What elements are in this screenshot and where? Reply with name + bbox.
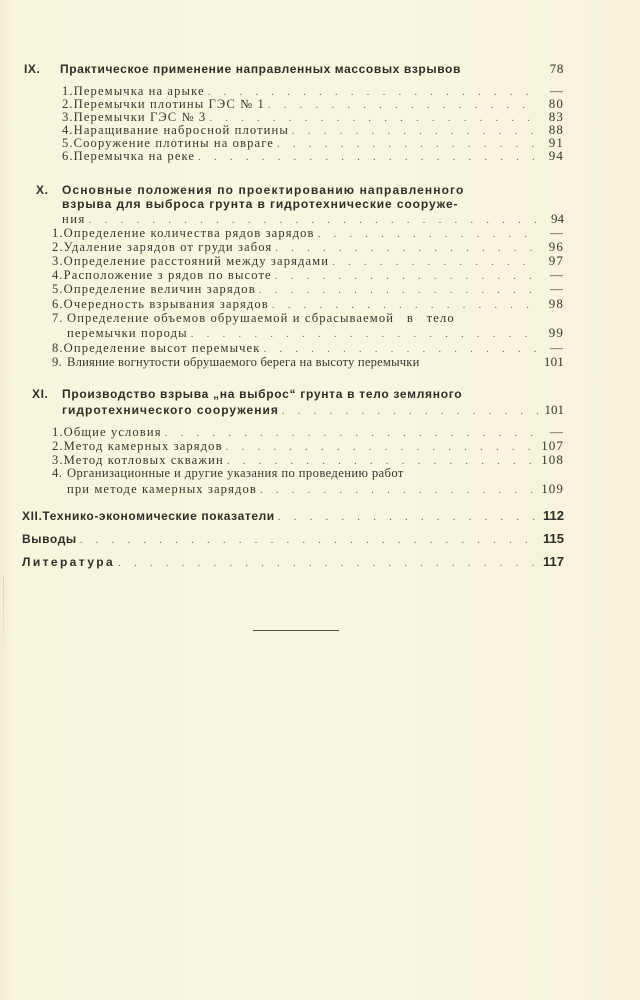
item-title: Перемычка на реке bbox=[73, 149, 196, 163]
page-number: 88 bbox=[548, 122, 564, 137]
page-number: 94 bbox=[551, 211, 564, 226]
page-number: — bbox=[549, 225, 564, 240]
page-number: 101 bbox=[544, 402, 564, 417]
leader-dots bbox=[260, 484, 538, 497]
page-number: 83 bbox=[548, 109, 564, 124]
toc-item-line-2 bbox=[67, 482, 564, 497]
leader-dots bbox=[198, 151, 538, 164]
item-number: 4. bbox=[52, 268, 64, 282]
item-number: 5. bbox=[62, 136, 74, 150]
toc-chapter-xii bbox=[22, 509, 564, 524]
toc-chapter-xi bbox=[62, 403, 564, 418]
page-number: 117 bbox=[543, 554, 564, 569]
item-title: Сооружение плотины на овраге bbox=[73, 136, 274, 150]
page-number: 115 bbox=[543, 531, 564, 546]
toc-item bbox=[52, 439, 564, 454]
chapter-numeral: IX. bbox=[24, 62, 41, 76]
toc-item bbox=[52, 254, 564, 269]
toc-item bbox=[52, 226, 564, 241]
toc-literature bbox=[22, 555, 564, 570]
item-title: Метод котловых скважин bbox=[63, 453, 224, 467]
item-number: 3. bbox=[62, 110, 74, 124]
page-number: — bbox=[549, 267, 564, 282]
page-number: 98 bbox=[548, 296, 564, 311]
toc-conclusions bbox=[22, 532, 564, 547]
item-title: Определение высот перемычек bbox=[63, 341, 261, 355]
item-title: Метод камерных зарядов bbox=[63, 439, 223, 453]
item-number: 2. bbox=[52, 240, 64, 254]
item-number: 1. bbox=[62, 84, 74, 98]
item-number: 9. bbox=[52, 355, 62, 369]
toc-item bbox=[52, 425, 564, 440]
item-number: 6. bbox=[62, 149, 74, 163]
item-title: Наращивание набросной плотины bbox=[73, 123, 289, 137]
page-number: 99 bbox=[548, 325, 564, 340]
page-number: 80 bbox=[548, 96, 564, 111]
literature-title: Литература bbox=[22, 555, 116, 569]
item-title: Влияние вогнутости обрушаемого берега на высоту перемычки bbox=[67, 355, 420, 369]
item-number: 3. bbox=[52, 453, 64, 467]
page-number: 101 bbox=[543, 354, 564, 369]
leader-dots bbox=[282, 405, 538, 418]
toc-item bbox=[52, 297, 564, 312]
item-number: 7. bbox=[52, 311, 64, 325]
page-number: 108 bbox=[541, 452, 564, 467]
item-title: Общие условия bbox=[63, 425, 162, 439]
item-title: Расположение з рядов по высоте bbox=[63, 268, 272, 282]
page-number: — bbox=[549, 83, 564, 98]
chapter-title: Практическое применение направленных массовых взрывов bbox=[60, 62, 461, 76]
page-number: — bbox=[549, 281, 564, 296]
toc-item bbox=[52, 240, 564, 255]
item-title: Очередность взрывания зарядов bbox=[63, 297, 269, 311]
chapter-title-line-2: взрыва для выброса грунта в гидротехнические сооруже- bbox=[62, 197, 459, 211]
item-title-cont: при методе камерных зарядов bbox=[67, 482, 257, 496]
item-number: 1. bbox=[52, 425, 64, 439]
leader-dots bbox=[80, 534, 538, 547]
item-title: Перемычки плотины ГЭС № 1 bbox=[73, 97, 265, 111]
toc-chapter-x bbox=[62, 212, 564, 227]
item-title: Удаление зарядов от груди забоя bbox=[63, 240, 273, 254]
page-number: — bbox=[549, 424, 564, 439]
leader-dots bbox=[118, 557, 538, 570]
item-number: 4. bbox=[62, 123, 74, 137]
item-number: 5. bbox=[52, 282, 64, 296]
chapter-title-line-1: Основные положения по проектированию направленного bbox=[62, 183, 465, 197]
item-title: Определение количества рядов зарядов bbox=[63, 226, 315, 240]
toc-item-line-1 bbox=[52, 467, 564, 480]
page-number: — bbox=[549, 340, 564, 355]
item-number: 2. bbox=[52, 439, 64, 453]
separator-rule bbox=[253, 630, 339, 631]
item-number: 3. bbox=[52, 254, 64, 268]
item-title: Перемычки ГЭС № 3 bbox=[73, 110, 207, 124]
toc-item bbox=[52, 355, 564, 369]
item-title: Перемычка на арыке bbox=[73, 84, 205, 98]
toc-item bbox=[52, 268, 564, 283]
toc-chapter-ix bbox=[24, 62, 564, 76]
chapter-numeral: XII. bbox=[22, 509, 43, 523]
page-number: 112 bbox=[543, 508, 564, 523]
item-number: 2. bbox=[62, 97, 74, 111]
page-edge-mark bbox=[3, 575, 4, 645]
leader-dots bbox=[278, 511, 538, 524]
chapter-title-line-1: Производство взрыва „на выброс“ грунта в тело земляного bbox=[62, 387, 463, 401]
toc-item bbox=[52, 341, 564, 356]
chapter-title-line-3: ния bbox=[62, 212, 86, 226]
chapter-numeral: X. bbox=[36, 183, 49, 197]
item-title-cont: перемычки породы bbox=[67, 326, 188, 340]
toc-item-line-2 bbox=[67, 326, 564, 341]
conclusions-title: Выводы bbox=[22, 532, 77, 546]
page-number: 91 bbox=[548, 135, 564, 150]
item-number: 8. bbox=[52, 341, 64, 355]
item-number: 1. bbox=[52, 226, 64, 240]
item-title: Определение величин зарядов bbox=[63, 282, 256, 296]
toc-item-line-1 bbox=[52, 312, 564, 325]
item-title: Определение объемов обрушаемой и сбрасываемой в тело bbox=[67, 311, 455, 325]
chapter-title-line-2: гидротехнического сооружения bbox=[62, 403, 279, 417]
page-number: 96 bbox=[548, 239, 564, 254]
item-number: 6. bbox=[52, 297, 64, 311]
item-number: 4. bbox=[52, 466, 63, 480]
page-number: 97 bbox=[548, 253, 564, 268]
page-number: 78 bbox=[549, 61, 564, 76]
page-number: 109 bbox=[541, 481, 564, 496]
chapter-numeral: XI. bbox=[32, 387, 49, 401]
toc-item bbox=[62, 149, 564, 164]
leader-dots bbox=[259, 284, 538, 297]
item-title: Определение расстояний между зарядами bbox=[63, 254, 330, 268]
leader-dots bbox=[191, 328, 538, 341]
item-title: Организационные и другие указания по проведению работ bbox=[67, 466, 404, 480]
chapter-title: Технико-экономические показатели bbox=[42, 509, 275, 523]
page-number: 94 bbox=[548, 148, 564, 163]
page-number: 107 bbox=[541, 438, 564, 453]
toc-item bbox=[52, 282, 564, 297]
